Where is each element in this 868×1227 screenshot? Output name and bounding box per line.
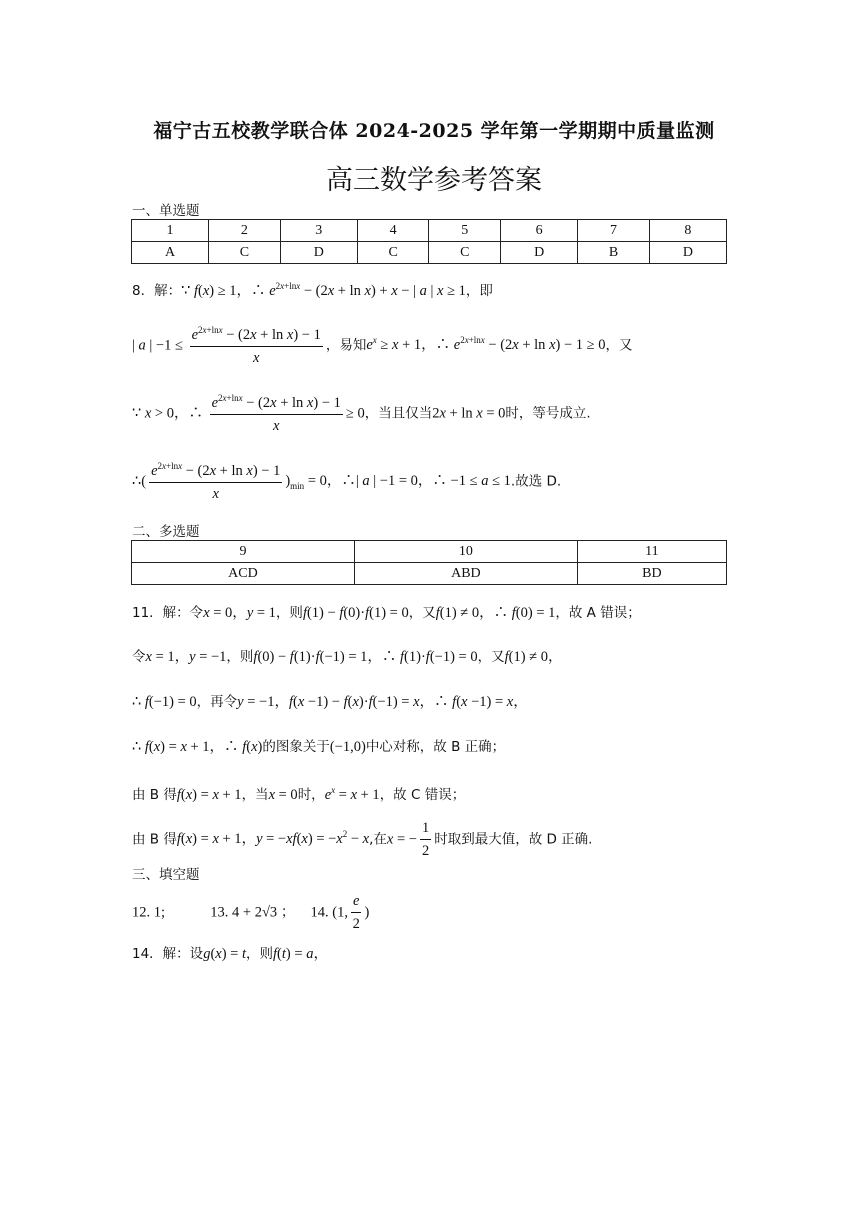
- math: $e^x \ge x + 1$，∴ $e^{2x+lnx} - (2x + \ln x) - 1 \ge 0$: [366, 335, 606, 354]
- math: ∵ x > 0，∴: [132, 405, 203, 422]
- q11-line-4: [132, 735, 505, 756]
- q14-label: 14．解：设: [132, 946, 204, 962]
- answer-12: 12. 1;: [132, 904, 166, 921]
- q8-text: ，易知: [325, 337, 367, 354]
- table-cell: C: [429, 242, 501, 264]
- document-subtitle: 高三数学参考答案: [326, 165, 542, 196]
- math: x = 1，y = −1: [145, 649, 227, 665]
- q8-text: 时，等号成立.: [505, 405, 591, 422]
- math: x = −: [386, 831, 417, 848]
- math: f(x) = x + 1，$y = -xf(x) = -x^2 - x$: [176, 829, 370, 848]
- table-cell: A: [132, 242, 209, 264]
- table-row: [132, 541, 727, 563]
- math: ∴ f(x) = x + 1，∴ f(x): [132, 739, 263, 755]
- table-cell: D: [501, 242, 578, 264]
- math: f(1) − f(0)·f(1) = 0: [302, 605, 409, 621]
- q8-text: .故选 D.: [510, 473, 562, 490]
- q8-text: ，即: [465, 283, 493, 299]
- q11-text: ，再令: [196, 694, 238, 710]
- table-cell: 7: [578, 220, 650, 242]
- q11-text: 的图象关于: [262, 739, 330, 755]
- table-cell: BD: [577, 563, 726, 585]
- math: 4 + 2√3 ；: [232, 904, 296, 921]
- table-cell: 8: [649, 220, 726, 242]
- q11-text: ，故 A 错误；: [555, 605, 641, 621]
- table-cell: 4: [357, 220, 429, 242]
- math: ∴(: [132, 473, 147, 490]
- q11-text: 时取到最大值，故 D 正确.: [434, 831, 593, 848]
- q8-line-4: [132, 461, 561, 503]
- math: $e^x = x + 1$: [324, 785, 380, 803]
- q11-line-3: [132, 690, 528, 711]
- math: f(1) ≠ 0，: [504, 649, 563, 665]
- q11-line-5: [132, 783, 465, 804]
- fraction: $\frac{1}{2}$: [421, 820, 430, 859]
- answer-14-label: 14.: [310, 904, 329, 921]
- table-cell: C: [209, 242, 281, 264]
- q14-line-1: [132, 942, 328, 963]
- math: (−1,0): [329, 739, 366, 755]
- table-row: [132, 563, 727, 585]
- fraction: $\frac{e^{2x+lnx} - (2x + \ln x) - 1}{x}$: [151, 461, 281, 502]
- table-row: [132, 242, 727, 264]
- table-cell: 9: [132, 541, 355, 563]
- q8-text: ，又: [605, 337, 633, 354]
- q11-text: ，故 C 错误；: [379, 787, 466, 803]
- q14-text: ，则: [246, 946, 274, 962]
- table-cell: 5: [429, 220, 501, 242]
- table-row: [132, 220, 727, 242]
- q11-text: ，又: [477, 649, 505, 665]
- table-cell: 1: [132, 220, 209, 242]
- math: x = 0: [268, 787, 298, 803]
- fraction: $\frac{e}{2}$: [352, 893, 360, 932]
- q11-text: ，当: [241, 787, 269, 803]
- multi-choice-answer-table: [131, 540, 727, 585]
- math: f(x) = x + 1: [176, 787, 242, 803]
- q8-line-3: [132, 393, 591, 435]
- math: f(1) ≠ 0，∴ f(0) = 1: [435, 605, 556, 621]
- q8-line-1: [132, 279, 493, 300]
- table-cell: ACD: [132, 563, 355, 585]
- math: y = −1，f(x −1) − f(x)·f(−1) = x，∴ f(x −1) = x，: [237, 694, 528, 710]
- document-title: 福宁古五校教学联合体 2024-2025 学年第一学期期中质量监测: [153, 120, 715, 142]
- math: ): [364, 904, 370, 921]
- q11-text: 令: [132, 649, 146, 665]
- q11-text: ，则: [275, 605, 303, 621]
- math: )$_{min} = 0$，∴| a | −1 = 0，∴ −1 ≤ a ≤ 1: [285, 473, 511, 492]
- single-choice-answer-table: [131, 219, 727, 264]
- q11-text: 时，: [297, 787, 325, 803]
- math: f(0) − f(1)·f(−1) = 1，∴ f(1)·f(−1) = 0: [253, 649, 478, 665]
- q11-text: ，又: [408, 605, 436, 621]
- q11-text: ，则: [226, 649, 254, 665]
- section-heading-fill-blank: 三、填空题: [132, 867, 200, 883]
- q11-line-2: [132, 645, 562, 666]
- q8-label: 8．解：: [132, 283, 182, 299]
- table-cell: 11: [577, 541, 726, 563]
- table-cell: ABD: [354, 563, 577, 585]
- table-cell: D: [649, 242, 726, 264]
- table-cell: 6: [501, 220, 578, 242]
- q11-line-6: [132, 820, 592, 860]
- fraction: $\frac{e^{2x+lnx} - (2x + \ln x) - 1}{x}$: [191, 325, 321, 366]
- q11-line-1: [132, 601, 641, 622]
- q11-text: 由 B 得: [132, 787, 177, 803]
- q11-text: ,在: [369, 831, 387, 848]
- q11-text: 由 B 得: [132, 831, 177, 848]
- q8-text: ，当且仅当: [364, 405, 433, 422]
- table-cell: 10: [354, 541, 577, 563]
- table-cell: 2: [209, 220, 281, 242]
- table-cell: C: [357, 242, 429, 264]
- section-heading-single-choice: 一、单选题: [132, 203, 200, 219]
- math: x = 0，y = 1: [203, 605, 276, 621]
- fraction: $\frac{e^{2x+lnx} - (2x + \ln x) - 1}{x}$: [211, 393, 341, 434]
- table-cell: 3: [280, 220, 357, 242]
- math: f(t) = a，: [273, 946, 328, 962]
- answer-13-label: 13.: [210, 904, 229, 921]
- q11-label: 11．解：令: [132, 605, 204, 621]
- math: | a | −1 ≤: [132, 337, 183, 354]
- math: (1,: [332, 904, 349, 921]
- fill-blank-answers: [132, 893, 369, 933]
- q11-text: 中心对称，故 B 正确；: [365, 739, 506, 755]
- q8-line-2: [132, 325, 632, 367]
- section-heading-multi-choice: 二、多选题: [132, 524, 200, 540]
- table-cell: B: [578, 242, 650, 264]
- math: ∵ f(x) ≥ 1，∴ $e^{2x+lnx} - (2x + \ln x) + x$ − | a | x ≥ 1: [181, 281, 466, 299]
- table-cell: D: [280, 242, 357, 264]
- math: 2x + ln x = 0: [432, 405, 506, 422]
- math: g(x) = t: [203, 946, 247, 962]
- math: ≥ 0: [345, 405, 365, 422]
- math: ∴ f(−1) = 0: [132, 694, 197, 710]
